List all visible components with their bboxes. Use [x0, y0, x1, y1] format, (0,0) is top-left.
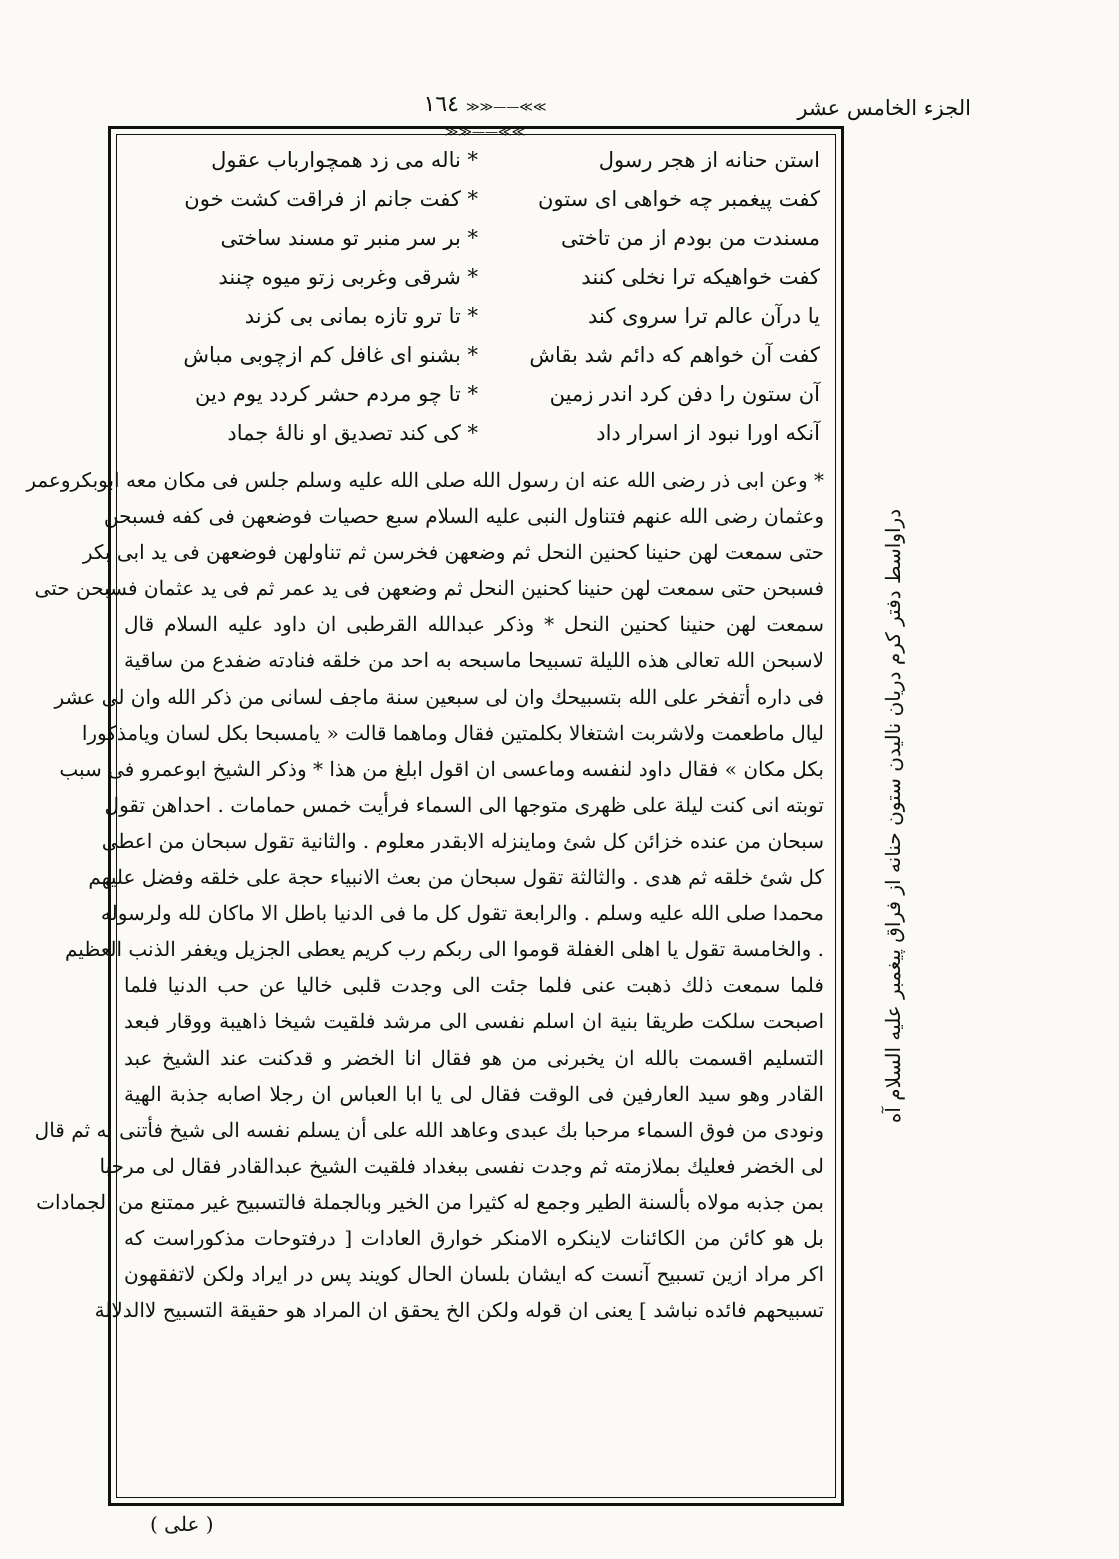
hemistich: كفت خواهيكه ترا نخلى كنند — [581, 264, 820, 289]
poem-line — [140, 335, 820, 374]
prose-line: بكل مكان » فقال داود لنفسه وماعسى ان اقول ابلغ من هذا * وذكر الشيخ ابوعمرو فى سبب — [59, 756, 824, 781]
prose-block — [26, 462, 824, 1328]
hemistich: كفت آن خواهم كه دائم شد بقاش — [529, 342, 820, 367]
catchword: ( على ) — [150, 1512, 214, 1536]
hemistich: * شرقى وغربى زتو ميوه چنند — [218, 264, 478, 289]
hemistich: مسندت من بودم از من تاختى — [560, 225, 820, 250]
prose-line: حتى سمعت لهن حنينا كحنين النحل ثم وضعهن فخرسن ثم تناولهن فوضعهن فى يد ابى بكر — [82, 540, 824, 565]
poem-line — [140, 140, 820, 179]
poem-line — [140, 218, 820, 257]
prose-line: كل شئ خلقه ثم هدى . والثالثة تقول سبحان من بعث الانبياء حجة على خلقه وفضل عليهم — [88, 865, 824, 890]
prose-line: بل هو كائن من الكائنات لاينكره الامنكر خوارق العادات [ درفتوحات مذكوراست كه — [124, 1225, 824, 1250]
prose-line: فلما سمعت ذلك ذهبت عنى فلما جئت الى وجدت قلبى خاليا عن حب الدنيا فلما — [124, 973, 824, 998]
prose-line: محمدا صلى الله عليه وسلم . والرابعة تقول كل ما فى الدنيا باطل الا ماكان لله ولرسوله — [100, 901, 824, 926]
hemistich: * كفت جانم از فراقت كشت خون — [184, 186, 478, 211]
hemistich: * بر سر منبر تو مسند ساختى — [220, 225, 478, 250]
poem-line — [140, 296, 820, 335]
prose-line: ليال ماطعمت ولاشربت اشتغالا بكلمتين فقال وماهما قالت « يامسبحا بكل لسان ويامذكورا — [81, 720, 824, 745]
poem-line — [140, 257, 820, 296]
poem-line — [140, 413, 820, 452]
prose-line: * وعن ابى ذر رضى الله عنه ان رسول الله صلى الله عليه وسلم جلس فى مكان معه ابوبكروعمر — [26, 468, 824, 492]
right-ornament: ≫≫——≪≪ — [444, 125, 526, 140]
hemistich: * تا چو مردم حشر كردد يوم دين — [195, 381, 478, 406]
prose-line: القادر وهو سيد العارفين فى الوقت فقال لى يا ابا العباس ان رجلا اصابه جذبة الهية — [124, 1081, 824, 1106]
prose-line: سمعت لهن حنينا كحنين النحل * وذكر عبدالله القرطبى ان داود عليه السلام قال — [124, 612, 824, 637]
prose-line: اكر مراد ازين تسبيح آنست كه ايشان بلسان الحال كويند پس در ايراد ولكن لاتفقهون — [124, 1262, 824, 1287]
hemistich: * تا ترو تازه بمانى بى كزند — [244, 303, 478, 328]
prose-line: اصبحت سلكت طريقا بنية ان اسلم نفسى الى مرشد فلقيت شيخا ذاهيبة ووقار فبعد — [124, 1009, 824, 1034]
prose-line: التسليم اقسمت بالله ان يخبرنى من هو فقال انا الخضر و قدكنت عند الشيخ عبد — [124, 1045, 824, 1070]
prose-line: لاسبحن الله تعالى هذه الليلة تسبيحا ماسبحه به احد من خلقه فنادته ضفدع من ساقية — [124, 648, 824, 673]
margin-note-text: دراواسط دفتر كرم دريان ناليدن ستون حنانه از فراق پيغمبر عليه السلام آه — [881, 508, 905, 1124]
hemistich: استن حنانه از هجر رسول — [598, 147, 820, 172]
hemistich: * ناله مى زد همچوارباب عقول — [211, 147, 478, 172]
prose-line: بمن جذبه مولاه بألسنة الطير وجمع له كثيرا من الخير وبالجملة فالتسبيح غير ممتنع من الجمادات — [36, 1189, 824, 1214]
prose-line: توبته انى كنت ليلة على ظهرى متوجها الى السماء فرأيت خمس حمامات . احداهن تقول — [104, 792, 824, 817]
prose-line: فسبحن حتى سمعت لهن حنينا كحنين النحل ثم وضعهن فى يد عمر ثم فى يد عثمان فسبحن حتى — [34, 576, 824, 601]
prose-line: لى الخضر فعليك بملازمته ثم وجدت نفسى ببغداد فلقيت الشيخ عبدالقادر فقال لى مرحبا — [99, 1153, 824, 1178]
poem-line — [140, 179, 820, 218]
hemistich: * بشنو اى غافل كم ازچوبى مباش — [183, 342, 478, 367]
hemistich: آن ستون را دفن كرد اندر زمين — [549, 381, 820, 406]
hemistich: آنكه اورا نبود از اسرار داد — [596, 420, 820, 445]
page-number: ١٦٤ — [423, 92, 459, 117]
prose-line: ونودى من فوق السماء مرحبا بك عبدى وعاهد الله على أن يسلم نفسه الى شيخ فأتنى به ثم قال — [34, 1117, 824, 1142]
running-head-title: الجزء الخامس عشر — [797, 96, 971, 120]
prose-line: سبحان من عنده خزائن كل شئ وماينزله الابقدر معلوم . والثانية تقول سبحان من اعطى — [101, 828, 824, 853]
prose-line: . والخامسة تقول يا اهلى الغفلة قوموا الى ربكم رب كريم يعطى الجزيل ويغفر الذنب العظيم — [64, 937, 824, 962]
hemistich: * كى كند تصديق او نالهٔ جماد — [227, 420, 478, 445]
poem-line — [140, 374, 820, 413]
poem-block — [140, 140, 820, 452]
hemistich: يا درآن عالم ترا سروى كند — [587, 303, 820, 328]
prose-line: تسبيحهم فائده نباشد ] يعنى ان قوله ولكن الخ يحقق ان المراد هو حقيقة التسبيح لاالدلالة — [94, 1298, 824, 1323]
prose-line: فى داره أتفخر على الله بتسبيحك وان لى سبعين سنة ماجف لسانى من ذكر الله وان لى عشر — [54, 684, 824, 709]
margin-note — [868, 126, 918, 1506]
hemistich: كفت پيغمبر چه خواهى اى ستون — [538, 186, 820, 211]
prose-line: وعثمان رضى الله عنهم فتناول النبى عليه السلام سبع حصيات فوضعهن فى كفه فسبحن — [103, 504, 824, 529]
left-ornament: ≫≫——≪≪ — [466, 100, 547, 115]
